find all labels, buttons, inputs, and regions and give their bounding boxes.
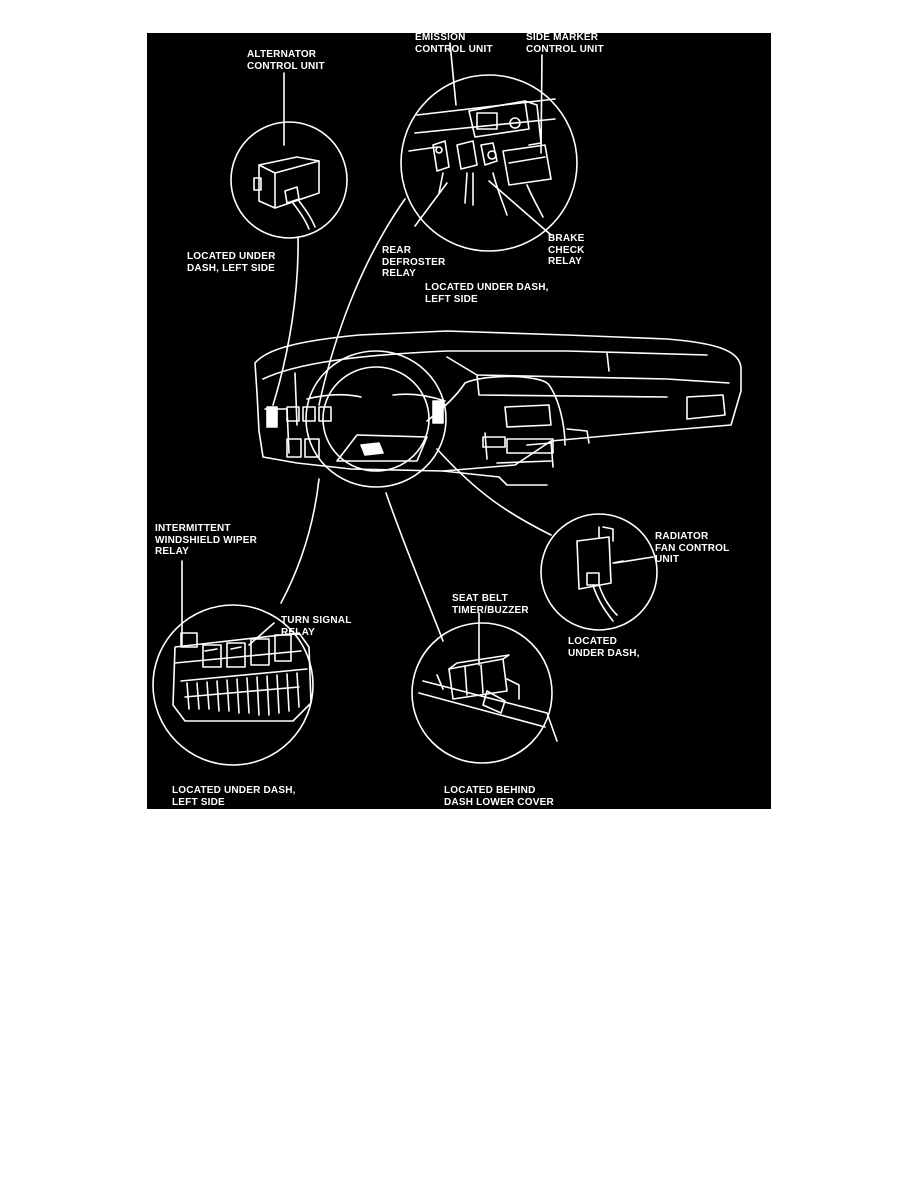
turn-signal-leader <box>249 623 274 645</box>
relay-group-location-label <box>425 282 549 305</box>
brake-check-leader <box>489 181 551 235</box>
brake-check-line-3: RELAY <box>548 256 582 267</box>
fuse-box-location-label <box>172 785 296 808</box>
component-location-diagram <box>147 33 771 809</box>
seat-belt-line-1: SEAT BELT <box>452 593 508 604</box>
radiator-fan-location-label <box>568 636 640 659</box>
rear-defroster-line-1: REAR <box>382 245 412 256</box>
side-marker-label-line-1: SIDE MARKER <box>526 33 599 43</box>
alternator-location-line-1: LOCATED UNDER <box>187 251 276 262</box>
brake-check-line-2: CHECK <box>548 244 585 256</box>
rear-defroster-leader <box>415 183 447 226</box>
intermittent-wiper-relay-label <box>155 523 257 558</box>
brake-check-relay-label <box>548 233 585 268</box>
turn-signal-line-2: RELAY <box>281 626 315 638</box>
side-marker-leader <box>541 55 542 153</box>
seat-belt-location-line-2: DASH LOWER COVER <box>444 796 554 808</box>
radiator-fan-line-2: FAN CONTROL <box>655 542 730 554</box>
rear-defroster-line-2: DEFROSTER <box>382 256 446 268</box>
radiator-fan-control-unit-label <box>655 531 729 566</box>
relay-group-detail-circle <box>401 75 577 251</box>
fuse-box-location-line-1: LOCATED UNDER DASH, <box>172 785 296 796</box>
wiper-relay-line-2: WINDSHIELD WIPER <box>155 534 258 546</box>
alternator-location-line-2: DASH, LEFT SIDE <box>187 262 276 274</box>
seat-belt-to-dash-line <box>386 493 443 641</box>
radiator-fan-line-3: UNIT <box>655 554 680 565</box>
relay-group-location-line-2: LEFT SIDE <box>425 293 478 305</box>
emission-label-line-2: CONTROL UNIT <box>415 43 493 55</box>
alternator-location-label <box>187 251 276 274</box>
turn-signal-line-1: TURN SIGNAL <box>281 615 352 626</box>
rear-defroster-line-3: RELAY <box>382 268 416 279</box>
alternator-detail-circle <box>231 122 347 238</box>
brake-check-line-1: BRAKE <box>548 233 585 244</box>
wiper-relay-line-1: INTERMITTENT <box>155 523 231 534</box>
emission-control-unit-label <box>415 33 493 55</box>
dashboard-illustration <box>255 331 741 485</box>
radiator-fan-location-line-2: UNDER DASH, <box>568 647 640 659</box>
relay-group-location-line-1: LOCATED UNDER DASH, <box>425 282 549 293</box>
emission-label-line-1: EMISSION <box>415 33 466 43</box>
alternator-control-unit-label <box>247 49 325 72</box>
seat-belt-location-label <box>444 785 554 808</box>
seat-belt-detail-circle <box>412 623 557 763</box>
relay-group-to-dash-line <box>319 199 405 405</box>
diagram-artwork <box>147 33 771 809</box>
wiper-relay-to-dash-line <box>281 479 319 603</box>
alternator-label-line-1: ALTERNATOR <box>247 49 317 60</box>
seat-belt-line-2: TIMER/BUZZER <box>452 604 529 616</box>
seat-belt-timer-buzzer-label <box>452 593 529 616</box>
wiper-relay-line-3: RELAY <box>155 546 189 557</box>
side-marker-control-unit-label <box>526 33 604 55</box>
radiator-fan-location-line-1: LOCATED <box>568 636 617 647</box>
fuse-box-location-line-2: LEFT SIDE <box>172 796 225 808</box>
alternator-to-dash-line <box>273 237 298 405</box>
radiator-fan-detail-circle <box>541 514 657 630</box>
rear-defroster-relay-label <box>382 245 445 280</box>
radiator-fan-leader <box>615 557 653 563</box>
side-marker-label-line-2: CONTROL UNIT <box>526 43 604 55</box>
alternator-label-line-2: CONTROL UNIT <box>247 60 325 72</box>
radiator-fan-line-1: RADIATOR <box>655 531 709 542</box>
turn-signal-relay-label <box>281 615 352 638</box>
seat-belt-location-line-1: LOCATED BEHIND <box>444 785 536 796</box>
steering-wheel <box>306 351 446 487</box>
